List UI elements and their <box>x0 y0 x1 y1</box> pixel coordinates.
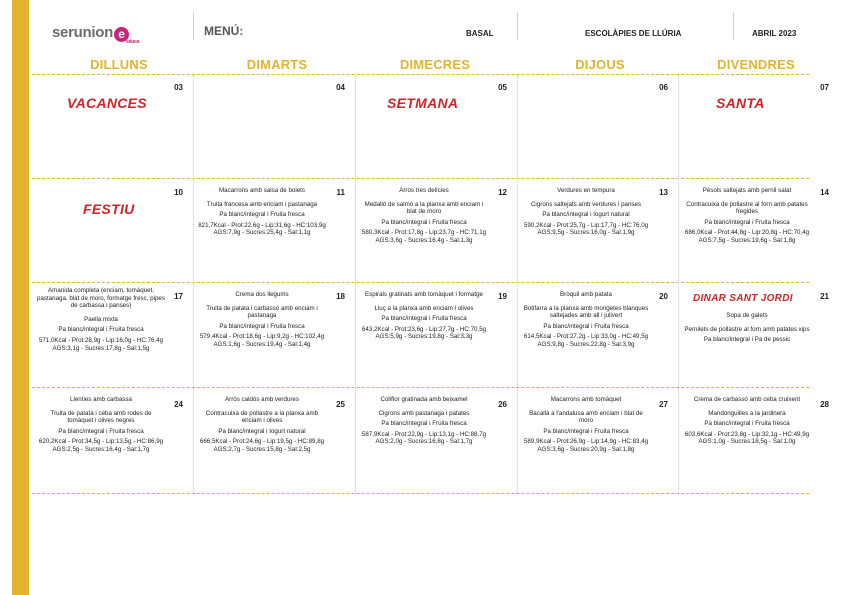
bread-dessert: Pa blanc/integral i Fruita fresca <box>219 211 305 219</box>
second-course: Truita de patata i ceba amb rodes de tomàquet i olives negres <box>50 409 152 425</box>
logo-tagline: educa <box>126 39 139 45</box>
nutrition-info: 571,0Kcal - Prot:28,9g - Lip:16,0g - HC:76,4g AGS:3,1g - Sucres:17,8g - Sal:1,5g <box>38 336 164 352</box>
day-cell-tuesday <box>194 75 355 178</box>
second-course: Truita de patata i carbassó amb enciam i pastanaga <box>206 304 318 320</box>
day-cell-tuesday <box>194 283 355 386</box>
day-number: 13 <box>659 188 668 197</box>
menu-details <box>683 396 811 449</box>
bread-dessert: Pa blanc/integral i Fruita fresca <box>381 315 467 323</box>
day-number: 10 <box>174 188 183 197</box>
second-course: Mandonguilles a la jardinera <box>708 409 786 417</box>
first-course: Arròs caldós amb verdures <box>225 396 299 403</box>
header-separator <box>193 12 194 40</box>
day-cell-monday <box>33 388 193 491</box>
nutrition-info: 686,0Kcal - Prot:44,8g - Lip:20,8g - HC:70,4g AGS:7,5g - Sucres:19,6g - Sal:1,8g <box>684 229 810 244</box>
day-cell-wednesday <box>356 388 517 491</box>
day-number: 18 <box>336 292 345 301</box>
second-course: Botifarra a la planxa amb mongetes blanques saltejades amb all i julivert <box>523 304 649 320</box>
first-course: Crema de carbassó amb ceba cruixent <box>693 396 801 403</box>
nutrition-info: 579,4Kcal - Prot:18,6g - Lip:9,2g - HC:102,4g AGS:1,6g - Sucres:19,4g - Sal:1,4g <box>199 333 325 348</box>
day-cell-friday <box>679 388 829 491</box>
nutrition-info: 603,6Kcal - Prot:23,8g - Lip:32,1g - HC:49,9g AGS:1,0g - Sucres:18,5g - Sal:1,0g <box>684 430 810 446</box>
day-number: 04 <box>336 83 345 92</box>
nutrition-info: 614,5Kcal - Prot:27,2g - Lip:33,0g - HC:49,5g AGS:9,8g - Sucres:22,8g - Sal:3,9g <box>523 333 649 348</box>
menu-details <box>522 396 650 457</box>
day-number: 14 <box>820 188 829 197</box>
day-cell-thursday <box>518 75 678 178</box>
nutrition-info: 821,7Kcal - Prot:22,6g - Lip:31,6g - HC:103,9g AGS:7,9g - Sucres:25,4g - Sal:1,1g <box>198 221 326 237</box>
menu-details <box>360 187 488 248</box>
nutrition-info: 620,2Kcal - Prot:34,5g - Lip:13,5g - HC:86,9g AGS:2,5g - Sucres:16,4g - Sal:1,7g <box>38 438 164 453</box>
day-cell-tuesday <box>194 388 355 491</box>
day-cell-friday <box>679 179 829 282</box>
second-course: Cigrons saltejats amb verdures i panses <box>530 200 642 208</box>
left-accent-bar <box>12 0 29 595</box>
second-course: Contracuixa de pollastre al forn amb patates fregides <box>686 200 808 216</box>
menu-details <box>683 312 811 347</box>
header-separator <box>733 12 734 40</box>
day-cell-monday <box>33 179 193 282</box>
day-cell-monday <box>33 283 193 386</box>
menu-details <box>683 187 811 248</box>
first-course: Crema dos llegums <box>235 291 289 298</box>
menu-label: MENÚ: <box>204 24 244 38</box>
day-number: 28 <box>820 400 829 409</box>
day-cell-thursday <box>518 388 678 491</box>
menu-details <box>198 396 326 457</box>
second-course: Cigrons amb pastanaga i patates <box>378 409 470 417</box>
menu-type: BASAL <box>466 29 494 38</box>
day-number: 06 <box>659 83 668 92</box>
day-header-thursday: DIJOUS <box>575 57 625 72</box>
special-label: FESTIU <box>83 201 135 217</box>
nutrition-info: 590,2Kcal - Prot:25,7g - Lip:17,7g - HC:76,0g AGS:9,5g - Sucres:16,0g - Sal:1,9g <box>523 221 649 237</box>
day-cell-wednesday <box>356 75 517 178</box>
nutrition-info: 666,5Kcal - Prot:24,6g - Lip:19,5g - HC:89,8g AGS:2,7g - Sucres:15,8g - Sal:2,5g <box>199 438 325 453</box>
menu-details <box>360 396 488 449</box>
day-number: 11 <box>336 188 345 197</box>
menu-details <box>37 396 165 457</box>
menu-details <box>37 287 165 355</box>
day-number: 27 <box>659 400 668 409</box>
second-course: Lluç a la planxa amb enciam i olives <box>374 304 474 312</box>
bread-dessert: Pa blanc/integral i Fruita fresca <box>704 218 790 226</box>
day-number: 21 <box>820 292 829 301</box>
first-course: Llenties amb carbassa <box>70 396 132 403</box>
second-course: Bacallà a l'andalusa amb enciam i blat de moro <box>529 409 643 425</box>
day-cell-wednesday <box>356 179 517 282</box>
nutrition-info: 580,3Kcal - Prot:17,8g - Lip:23,7g - HC:71,1g AGS:3,6g - Sucres:16,4g - Sal:1,3g <box>361 229 487 244</box>
second-course: Medalló de salmó a la planxa amb enciam i blat de moro <box>364 200 484 216</box>
day-header-wednesday: DIMECRES <box>399 57 471 72</box>
second-course: Contracuixa de pollastre a la planxa amb enciam i olives <box>205 409 319 425</box>
first-course: Macarrons amb tomàquet <box>550 396 622 403</box>
menu-details <box>360 291 488 344</box>
nutrition-info: 643,2Kcal - Prot:23,6g - Lip:27,7g - HC:70,5g AGS:5,9g - Sucres:19,8g - Sal:3,3g <box>361 325 487 341</box>
month-label: ABRIL 2023 <box>752 29 797 38</box>
bread-dessert: Pa blanc/integral i Fruita fresca <box>58 326 144 334</box>
bread-dessert: Pa blanc/integral i Fruita fresca <box>219 322 305 330</box>
first-course: Amanida completa (enciam, tomàquet, pastanaga, blat de moro, formatge fresc, pipes de carbassa i panses) <box>37 287 165 310</box>
day-cell-thursday <box>518 179 678 282</box>
day-number: 17 <box>174 292 183 301</box>
day-header-monday: DILLUNS <box>90 57 148 72</box>
second-course: Paella mixta <box>84 315 118 323</box>
day-number: 24 <box>174 400 183 409</box>
bread-dessert: Pa blanc/integral i Fruita fresca <box>704 420 790 428</box>
menu-details <box>522 187 650 240</box>
special-label: DINAR SANT JORDI <box>693 293 793 304</box>
logo-text: serunion <box>52 24 113 41</box>
nutrition-info: 587,9Kcal - Prot:22,9g - Lip:13,1g - HC:88,7g AGS:2,0g - Sucres:16,8g - Sal:1,7g <box>361 430 487 446</box>
day-cell-friday <box>679 75 829 178</box>
first-course: Pèsols saltejats amb pernil salat <box>702 187 792 194</box>
day-number: 20 <box>659 292 668 301</box>
menu-details <box>198 291 326 352</box>
bread-dessert: Pa blanc/integral i Fruita fresca <box>381 420 467 428</box>
bread-dessert: Pa blanc/integral i Iogurt natural <box>542 211 630 219</box>
logo-e-mark: e <box>114 27 129 42</box>
nutrition-info: 589,9Kcal - Prot:26,9g - Lip:14,9g - HC:83,4g AGS:3,6g - Sucres:20,9g - Sal:1,8g <box>523 438 649 453</box>
day-cell-thursday <box>518 283 678 386</box>
school-name: ESCOLÀPIES DE LLÚRIA <box>585 29 682 38</box>
day-header-friday: DIVENDRES <box>717 57 795 72</box>
bread-dessert: Pa blanc/integral i Fruita fresca <box>381 218 467 226</box>
bread-dessert: Pa blanc/integral i Pa de pessic <box>703 336 791 344</box>
day-number: 19 <box>498 292 507 301</box>
special-label: SANTA <box>716 95 765 111</box>
first-course: Macarrons amb salsa de bolets <box>219 187 305 194</box>
menu-details <box>198 187 326 240</box>
second-course: Truita francesa amb enciam i pastanaga <box>206 200 318 208</box>
header-separator <box>517 12 518 40</box>
menu-details <box>522 291 650 352</box>
day-number: 07 <box>820 83 829 92</box>
day-cell-monday <box>33 75 193 178</box>
day-number: 12 <box>498 188 507 197</box>
day-cell-friday <box>679 283 829 386</box>
special-label: SETMANA <box>387 95 459 111</box>
bread-dessert: Pa blanc/integral i Iogurt natural <box>218 427 306 435</box>
first-course: Bròquil amb patata <box>560 291 612 298</box>
serunion-logo <box>52 24 139 45</box>
first-course: Espirals gratinats amb tomàquet i formatge <box>365 291 483 298</box>
day-cell-wednesday <box>356 283 517 386</box>
day-header-tuesday: DIMARTS <box>246 57 308 72</box>
day-number: 03 <box>174 83 183 92</box>
bread-dessert: Pa blanc/integral i Fruita fresca <box>543 427 629 435</box>
second-course: Pernilets de pollastre al forn amb patates xips <box>684 325 810 333</box>
day-number: 26 <box>498 400 507 409</box>
bread-dessert: Pa blanc/integral i Fruita fresca <box>543 322 629 330</box>
bread-dessert: Pa blanc/integral i Fruita fresca <box>58 427 144 435</box>
special-label: VACANCES <box>67 95 147 111</box>
first-course: Coliflor gratinada amb beixamel <box>380 396 468 403</box>
first-course: Sopa de galets <box>726 312 768 319</box>
row-divider <box>32 493 809 494</box>
first-course: Verdures en tempura <box>557 187 615 194</box>
first-course: Arròs tres delícies <box>399 187 449 194</box>
day-number: 25 <box>336 400 345 409</box>
day-cell-tuesday <box>194 179 355 282</box>
day-number: 05 <box>498 83 507 92</box>
